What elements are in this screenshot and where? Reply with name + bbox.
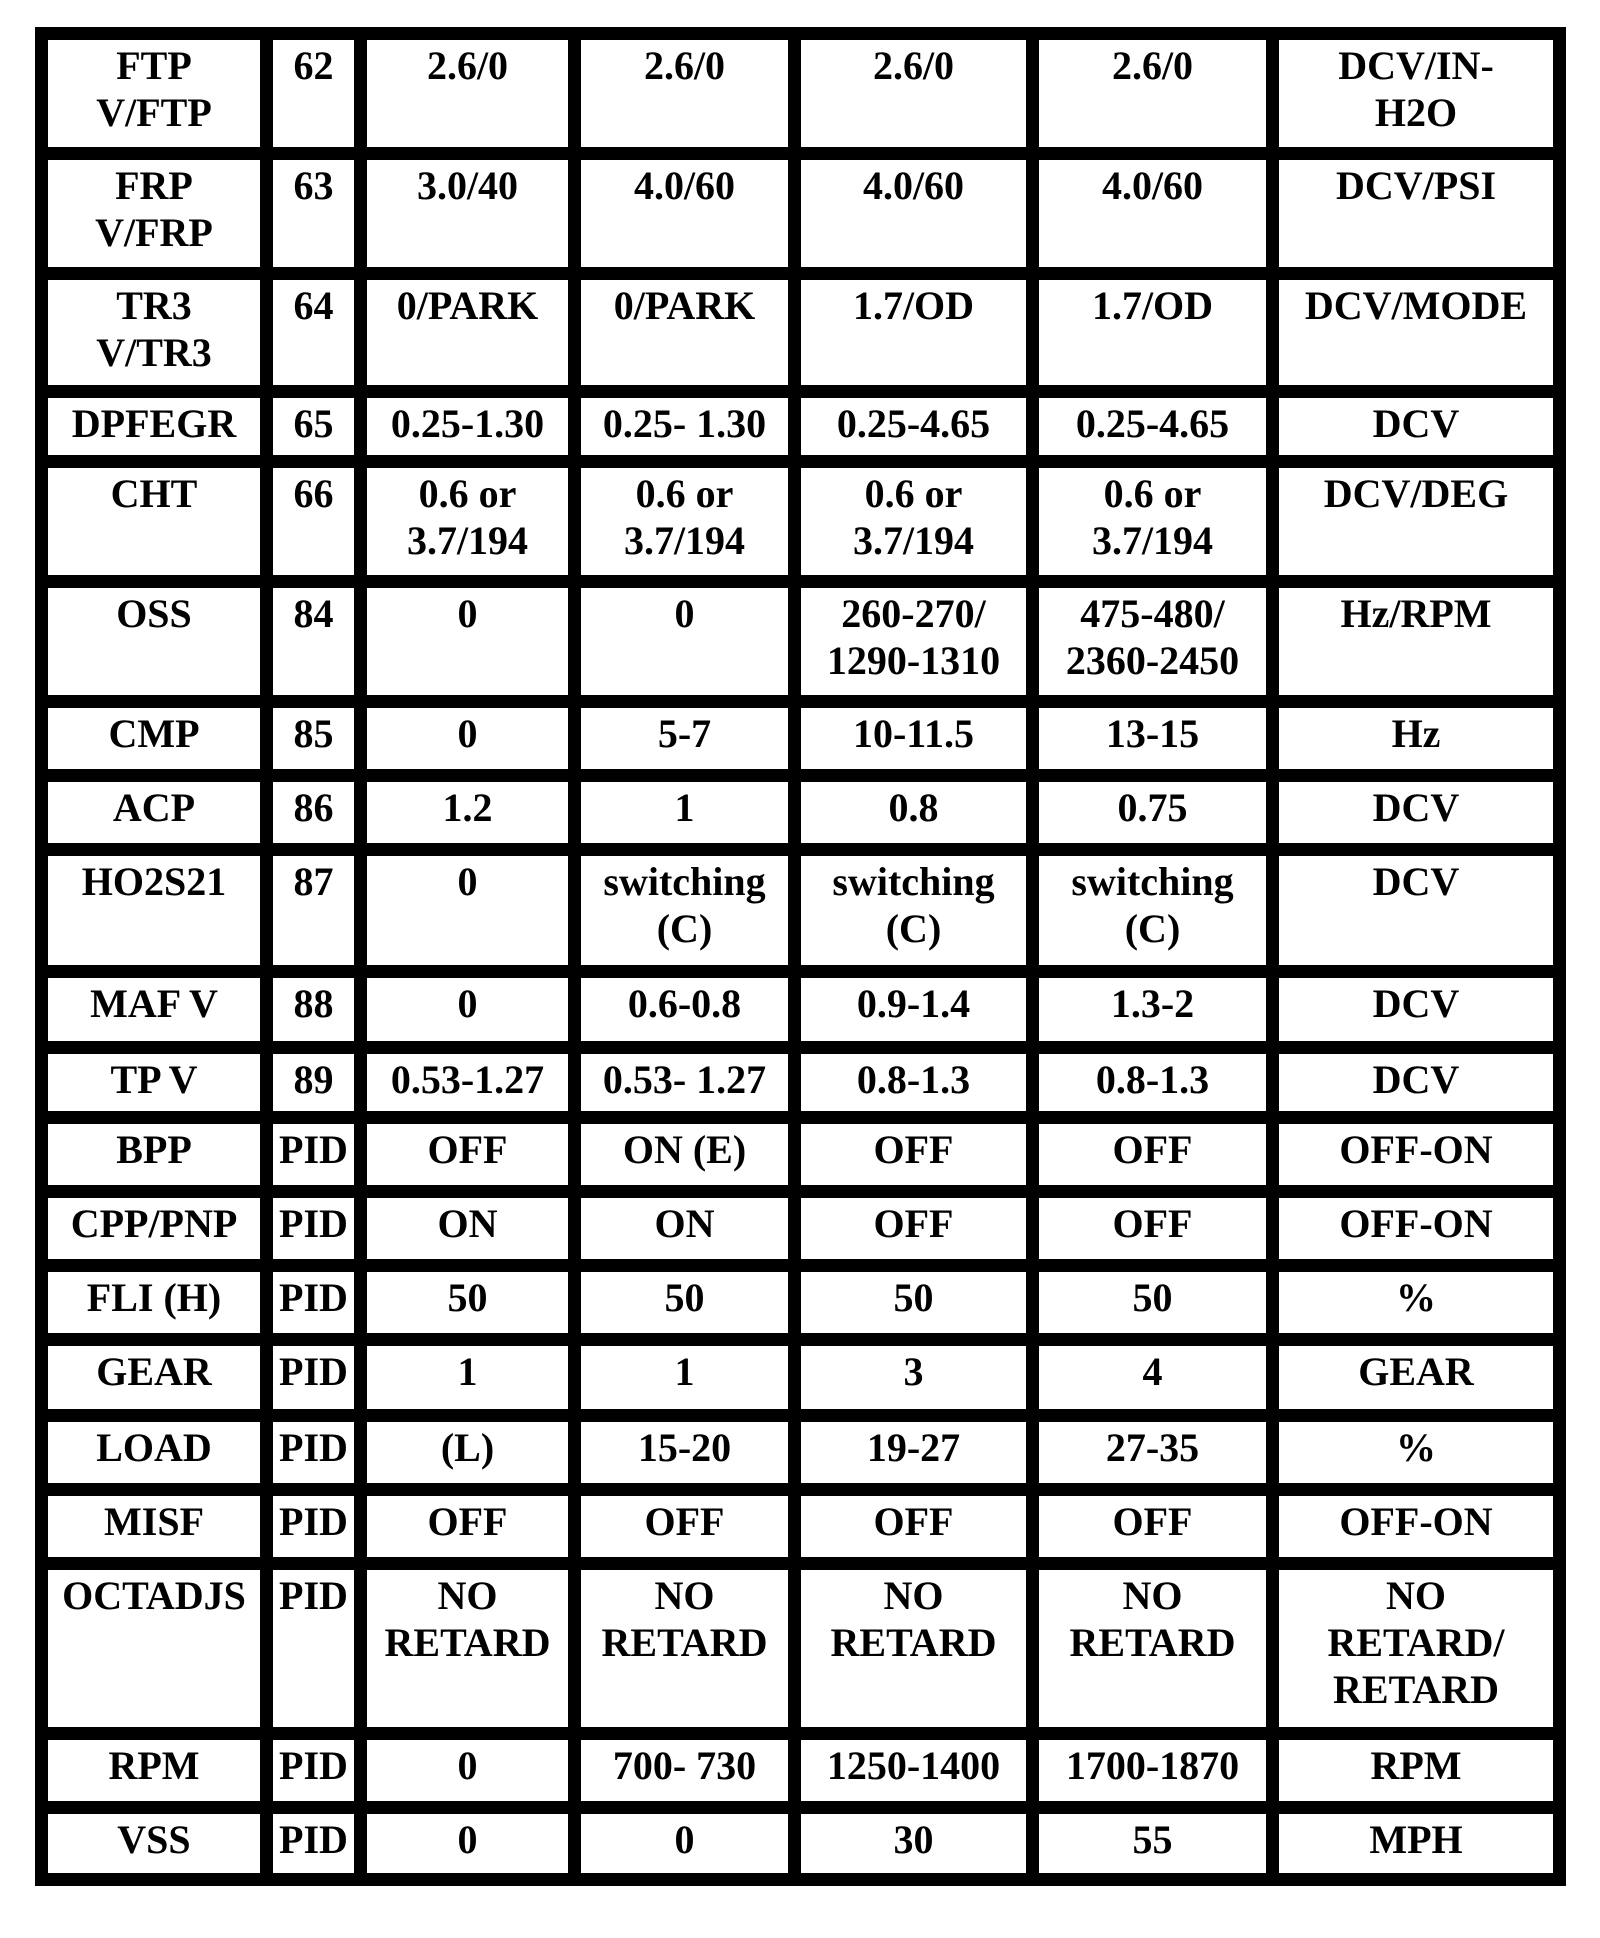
value-cell: 0 <box>361 972 575 1048</box>
pid-number-cell: PID <box>267 1340 361 1416</box>
value-cell: 0.8 <box>795 776 1033 850</box>
pid-number-cell: 88 <box>267 972 361 1048</box>
value-cell: 50 <box>795 1266 1033 1340</box>
value-cell: OFF <box>1033 1192 1273 1266</box>
units-cell: DCV/IN- H2O <box>1273 34 1560 154</box>
units-cell: GEAR <box>1273 1340 1560 1416</box>
row-label-cell: TP V <box>42 1048 267 1118</box>
value-cell: 3.0/40 <box>361 154 575 274</box>
value-cell: NO RETARD <box>361 1564 575 1734</box>
units-cell: DCV <box>1273 850 1560 972</box>
table-row <box>42 1340 1560 1416</box>
table-row <box>42 1416 1560 1490</box>
value-cell: 0.25-4.65 <box>795 392 1033 462</box>
value-cell: OFF <box>795 1192 1033 1266</box>
value-cell: 475-480/ 2360-2450 <box>1033 582 1273 702</box>
value-cell: 0.53- 1.27 <box>575 1048 795 1118</box>
value-cell: OFF <box>1033 1490 1273 1564</box>
pid-reference-table <box>35 27 1566 1886</box>
pid-number-cell: 66 <box>267 462 361 582</box>
value-cell: 0.6 or 3.7/194 <box>1033 462 1273 582</box>
units-cell: NO RETARD/ RETARD <box>1273 1564 1560 1734</box>
value-cell: 50 <box>575 1266 795 1340</box>
value-cell: 0 <box>361 1734 575 1808</box>
value-cell: 0.6 or 3.7/194 <box>575 462 795 582</box>
value-cell: 30 <box>795 1808 1033 1880</box>
pid-number-cell: 62 <box>267 34 361 154</box>
value-cell: 55 <box>1033 1808 1273 1880</box>
value-cell: 1250-1400 <box>795 1734 1033 1808</box>
units-cell: RPM <box>1273 1734 1560 1808</box>
value-cell: 0.25- 1.30 <box>575 392 795 462</box>
value-cell: OFF <box>361 1118 575 1192</box>
row-label-cell: LOAD <box>42 1416 267 1490</box>
value-cell: 0 <box>361 850 575 972</box>
row-label-cell: RPM <box>42 1734 267 1808</box>
value-cell: 0.6-0.8 <box>575 972 795 1048</box>
value-cell: 0.6 or 3.7/194 <box>361 462 575 582</box>
value-cell: 0.8-1.3 <box>795 1048 1033 1118</box>
value-cell: 50 <box>1033 1266 1273 1340</box>
table-row <box>42 972 1560 1048</box>
value-cell: OFF <box>361 1490 575 1564</box>
value-cell: 1 <box>575 776 795 850</box>
pid-number-cell: PID <box>267 1808 361 1880</box>
units-cell: OFF-ON <box>1273 1192 1560 1266</box>
value-cell: 13-15 <box>1033 702 1273 776</box>
table-row <box>42 1048 1560 1118</box>
value-cell: NO RETARD <box>795 1564 1033 1734</box>
pid-number-cell: PID <box>267 1564 361 1734</box>
units-cell: DCV/DEG <box>1273 462 1560 582</box>
units-cell: Hz/RPM <box>1273 582 1560 702</box>
row-label-cell: TR3 V/TR3 <box>42 274 267 392</box>
value-cell: 2.6/0 <box>795 34 1033 154</box>
value-cell: 27-35 <box>1033 1416 1273 1490</box>
value-cell: 1700-1870 <box>1033 1734 1273 1808</box>
value-cell: 0 <box>361 582 575 702</box>
row-label-cell: CMP <box>42 702 267 776</box>
value-cell: 0.25-1.30 <box>361 392 575 462</box>
value-cell: 3 <box>795 1340 1033 1416</box>
value-cell: 4.0/60 <box>1033 154 1273 274</box>
value-cell: 260-270/ 1290-1310 <box>795 582 1033 702</box>
value-cell: 1 <box>361 1340 575 1416</box>
value-cell: 1 <box>575 1340 795 1416</box>
value-cell: 1.3-2 <box>1033 972 1273 1048</box>
row-label-cell: CPP/PNP <box>42 1192 267 1266</box>
table-row <box>42 34 1560 154</box>
pid-number-cell: 86 <box>267 776 361 850</box>
value-cell: 0/PARK <box>575 274 795 392</box>
value-cell: NO RETARD <box>1033 1564 1273 1734</box>
units-cell: DCV <box>1273 776 1560 850</box>
table-row <box>42 392 1560 462</box>
value-cell: 0 <box>575 1808 795 1880</box>
value-cell: 50 <box>361 1266 575 1340</box>
table-row <box>42 1192 1560 1266</box>
value-cell: 1.2 <box>361 776 575 850</box>
value-cell: 10-11.5 <box>795 702 1033 776</box>
value-cell: 1.7/OD <box>795 274 1033 392</box>
value-cell: ON <box>361 1192 575 1266</box>
units-cell: DCV/PSI <box>1273 154 1560 274</box>
row-label-cell: ACP <box>42 776 267 850</box>
units-cell: OFF-ON <box>1273 1490 1560 1564</box>
pid-number-cell: PID <box>267 1118 361 1192</box>
table-body <box>42 34 1560 1880</box>
value-cell: 0/PARK <box>361 274 575 392</box>
value-cell: ON <box>575 1192 795 1266</box>
value-cell: 0.9-1.4 <box>795 972 1033 1048</box>
units-cell: DCV <box>1273 1048 1560 1118</box>
row-label-cell: FLI (H) <box>42 1266 267 1340</box>
value-cell: 0 <box>361 702 575 776</box>
value-cell: (L) <box>361 1416 575 1490</box>
row-label-cell: FRP V/FRP <box>42 154 267 274</box>
table-row <box>42 850 1560 972</box>
table-row <box>42 702 1560 776</box>
value-cell: 2.6/0 <box>361 34 575 154</box>
value-cell: OFF <box>575 1490 795 1564</box>
row-label-cell: BPP <box>42 1118 267 1192</box>
units-cell: OFF-ON <box>1273 1118 1560 1192</box>
value-cell: 5-7 <box>575 702 795 776</box>
row-label-cell: DPFEGR <box>42 392 267 462</box>
value-cell: NO RETARD <box>575 1564 795 1734</box>
units-cell: MPH <box>1273 1808 1560 1880</box>
row-label-cell: OCTADJS <box>42 1564 267 1734</box>
pid-number-cell: PID <box>267 1490 361 1564</box>
units-cell: DCV/MODE <box>1273 274 1560 392</box>
pid-number-cell: 63 <box>267 154 361 274</box>
row-label-cell: CHT <box>42 462 267 582</box>
units-cell: % <box>1273 1266 1560 1340</box>
units-cell: % <box>1273 1416 1560 1490</box>
value-cell: switching (C) <box>575 850 795 972</box>
row-label-cell: OSS <box>42 582 267 702</box>
pid-number-cell: 84 <box>267 582 361 702</box>
table-row <box>42 154 1560 274</box>
units-cell: DCV <box>1273 972 1560 1048</box>
units-cell: Hz <box>1273 702 1560 776</box>
pid-number-cell: PID <box>267 1192 361 1266</box>
value-cell: OFF <box>795 1490 1033 1564</box>
pid-number-cell: 89 <box>267 1048 361 1118</box>
value-cell: 19-27 <box>795 1416 1033 1490</box>
row-label-cell: FTP V/FTP <box>42 34 267 154</box>
table-row <box>42 462 1560 582</box>
table-row <box>42 1734 1560 1808</box>
row-label-cell: MISF <box>42 1490 267 1564</box>
table-row <box>42 274 1560 392</box>
value-cell: 1.7/OD <box>1033 274 1273 392</box>
row-label-cell: MAF V <box>42 972 267 1048</box>
value-cell: switching (C) <box>795 850 1033 972</box>
table-row <box>42 1266 1560 1340</box>
value-cell: 0.53-1.27 <box>361 1048 575 1118</box>
value-cell: OFF <box>1033 1118 1273 1192</box>
pid-number-cell: 65 <box>267 392 361 462</box>
pid-number-cell: PID <box>267 1266 361 1340</box>
value-cell: 2.6/0 <box>1033 34 1273 154</box>
value-cell: 4.0/60 <box>795 154 1033 274</box>
value-cell: 700- 730 <box>575 1734 795 1808</box>
row-label-cell: HO2S21 <box>42 850 267 972</box>
pid-number-cell: PID <box>267 1734 361 1808</box>
value-cell: 4 <box>1033 1340 1273 1416</box>
value-cell: 15-20 <box>575 1416 795 1490</box>
value-cell: 0.6 or 3.7/194 <box>795 462 1033 582</box>
pid-number-cell: 87 <box>267 850 361 972</box>
value-cell: OFF <box>795 1118 1033 1192</box>
value-cell: 2.6/0 <box>575 34 795 154</box>
pid-number-cell: 85 <box>267 702 361 776</box>
table-row <box>42 1564 1560 1734</box>
row-label-cell: GEAR <box>42 1340 267 1416</box>
value-cell: 0 <box>361 1808 575 1880</box>
pid-number-cell: 64 <box>267 274 361 392</box>
value-cell: 0.75 <box>1033 776 1273 850</box>
table-row <box>42 776 1560 850</box>
table-row <box>42 582 1560 702</box>
table-row <box>42 1118 1560 1192</box>
units-cell: DCV <box>1273 392 1560 462</box>
value-cell: 0.25-4.65 <box>1033 392 1273 462</box>
value-cell: switching (C) <box>1033 850 1273 972</box>
value-cell: 0 <box>575 582 795 702</box>
value-cell: 0.8-1.3 <box>1033 1048 1273 1118</box>
value-cell: ON (E) <box>575 1118 795 1192</box>
table-row <box>42 1490 1560 1564</box>
table-row <box>42 1808 1560 1880</box>
row-label-cell: VSS <box>42 1808 267 1880</box>
value-cell: 4.0/60 <box>575 154 795 274</box>
pid-number-cell: PID <box>267 1416 361 1490</box>
